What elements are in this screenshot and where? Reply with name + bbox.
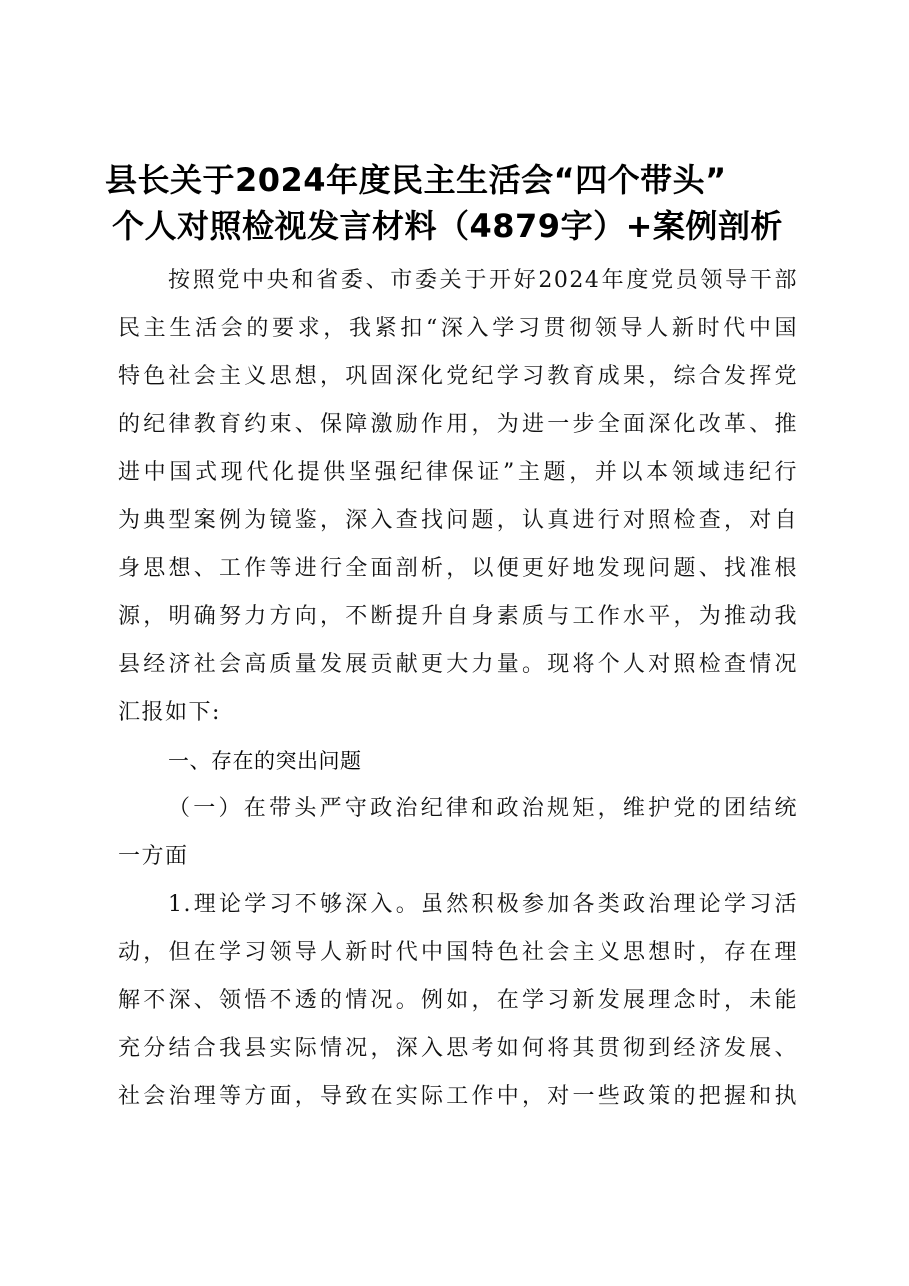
paragraph-line: 的纪律教育约束、保障激励作用，为进一步全面深化改革、推 bbox=[118, 412, 798, 437]
paragraph-line: 身思想、工作等进行全面剖析，以便更好地发现问题、找准根 bbox=[118, 556, 798, 581]
paragraph-line: 社会治理等方面，导致在实际工作中，对一些政策的把握和执 bbox=[118, 1084, 798, 1109]
paragraph-line: 县经济社会高质量发展贡献更大力量。现将个人对照检查情况 bbox=[118, 652, 798, 677]
paragraph-line: 1.理论学习不够深入。虽然积极参加各类政治理论学习活 bbox=[168, 892, 798, 917]
paragraph-line: 充分结合我县实际情况，深入思考如何将其贯彻到经济发展、 bbox=[118, 1036, 798, 1061]
paragraph-line: 汇报如下: bbox=[118, 700, 221, 725]
paragraph-line: 为典型案例为镜鉴，深入查找问题，认真进行对照检查，对自 bbox=[118, 508, 798, 533]
paragraph-line: 特色社会主义思想，巩固深化党纪学习教育成果，综合发挥党 bbox=[118, 364, 798, 389]
subsection-heading-line: 一方面 bbox=[118, 844, 189, 869]
document-title-line-1: 县长关于2024年度民主生活会“四个带头” bbox=[105, 161, 727, 199]
paragraph-line: 解不深、领悟不透的情况。例如，在学习新发展理念时，未能 bbox=[118, 988, 798, 1013]
subsection-heading-line: （一）在带头严守政治纪律和政治规矩，维护党的团结统 bbox=[168, 796, 798, 821]
paragraph-line: 源，明确努力方向，不断提升自身素质与工作水平，为推动我 bbox=[118, 604, 798, 629]
paragraph-line: 民主生活会的要求，我紧扣“深入学习贯彻领导人新时代中国 bbox=[118, 316, 798, 341]
document-title-line-2: 个人对照检视发言材料（4879字）+案例剖析 bbox=[112, 207, 783, 245]
paragraph-line: 按照党中央和省委、市委关于开好2024年度党员领导干部 bbox=[168, 268, 798, 293]
paragraph-line: 动，但在学习领导人新时代中国特色社会主义思想时，存在理 bbox=[118, 940, 798, 965]
paragraph-line: 进中国式现代化提供坚强纪律保证”主题，并以本领域违纪行 bbox=[118, 460, 798, 485]
section-heading: 一、存在的突出问题 bbox=[168, 749, 362, 773]
